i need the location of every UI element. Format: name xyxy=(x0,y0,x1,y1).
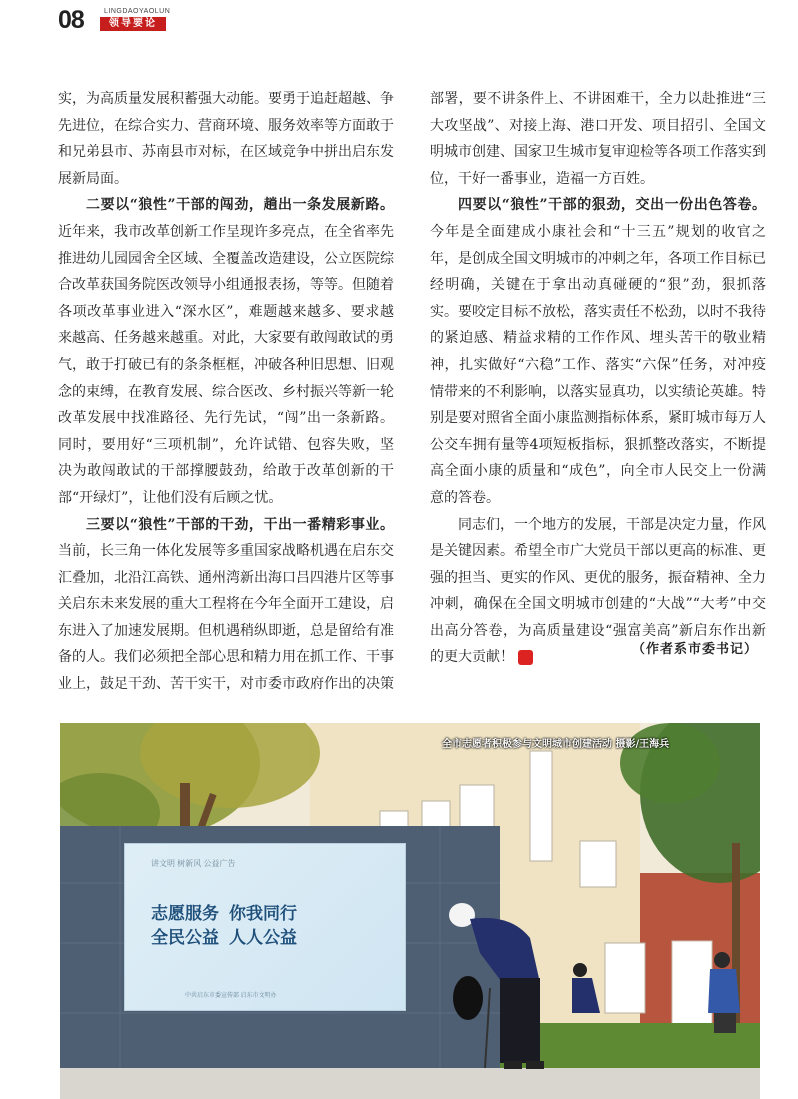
article-right-column xyxy=(430,86,766,671)
author-byline: （作者系市委书记） xyxy=(631,642,758,657)
paragraph-text: 部署，要不讲条件上、不讲困难干，全力以赴推进“三大攻坚战”、对接上海、港口开发、项目招引、全国文明城市创建、国家卫生城市复审迎检等各项工作落实到位，干好一番事业，造福一方百姓。 xyxy=(430,91,766,187)
paragraph xyxy=(58,192,394,511)
slogan-line1-a: 志愿服务 xyxy=(151,904,219,923)
slogan-line1-b: 你我同行 xyxy=(229,904,297,923)
section-lead: 四要以“狼性”干部的狠劲，交出一份出色答卷。 xyxy=(458,197,766,214)
billboard-footer: 中共启东市委宣传部 启东市文明办 xyxy=(185,993,277,999)
photo-caption: 全市志愿者积极参与文明城市创建活动 摄影/王海兵 xyxy=(442,739,670,750)
billboard-slogan xyxy=(151,902,297,950)
article-photo xyxy=(60,723,760,1099)
public-service-billboard xyxy=(124,843,406,1011)
section-lead: 二要以“狼性”干部的闯劲，趟出一条发展新路。 xyxy=(86,197,394,214)
paragraph xyxy=(58,512,394,698)
paragraph-text: 近年来，我市改革创新工作呈现许多亮点，在全省率先推进幼儿园园舍全区域、全覆盖改造建设，公立医院综合改革获国务院医改领导小组通报表扬，等等。但随着各项改革事业进入“深水区”，难题越来越多、要求越来越高、任务越来越重。对此，大家要有敢闯敢试的勇气，敢于打破已有的条条框框，冲破各种旧思想、旧观念的束缚，在教育发展、综合医改、乡村振兴等新一轮改革发展中找准路径、先行先试，“闯”出一条新路。同时，要用好“三项机制”，允许试错、包容失败，坚决为敢闯敢试的干部撑腰鼓劲，给敢于改革创新的干部“开绿灯”，让他们没有后顾之忧。 xyxy=(58,223,394,506)
slogan-line2-b: 人人公益 xyxy=(229,928,297,947)
paragraph-text: 实，为高质量发展积蓄强大动能。要勇于追赶超越、争先进位，在综合实力、营商环境、服务效率等方面敢于和兄弟县市、苏南县市对标，在区域竞争中拼出启东发展新局面。 xyxy=(58,91,394,187)
magazine-pinyin: LINGDAOYAOLUN xyxy=(104,8,171,15)
paragraph-text: 同志们，一个地方的发展，干部是决定力量，作风是关键因素。希望全市广大党员干部以更高的标准、更强的担当、更实的作风、更优的服务，振奋精神、全力冲刺，确保在全国文明城市创建的“大战”“大考”中交出高分答卷，为高质量建设“强富美高”新启东作出新的更大贡献！ xyxy=(430,516,766,666)
paragraph xyxy=(430,86,766,192)
section-lead: 三要以“狼性”干部的干劲，干出一番精彩事业。 xyxy=(86,516,394,533)
end-mark-icon: 要 xyxy=(518,650,533,665)
paragraph-text: 今年是全面建成小康社会和“十三五”规划的收官之年，是创成全国文明城市的冲刺之年，各项工作目标已经明确，关键在于拿出动真碰硬的“狠”劲，狠抓落实。要咬定目标不放松，落实责任不松劲，以时不我待的紧迫感、精益求精的工作作风、埋头苦干的敬业精神，扎实做好“六稳”工作、落实“六保”任务，对冲疫情带来的不利影响，以落实显真功，以实绩论英雄。特别是要对照省全面小康监测指标体系，紧盯城市每万人公交车拥有量等4项短板指标，狠抓整改落实，不断提高全面小康的质量和“成色”，向全市人民交上一份满意的答卷。 xyxy=(430,223,766,506)
magazine-section-bar: 领导要论 xyxy=(100,17,166,31)
page-number: 08 xyxy=(58,6,84,34)
slogan-line2-a: 全民公益 xyxy=(151,928,219,947)
paragraph xyxy=(58,86,394,192)
article-left-column xyxy=(58,86,394,698)
paragraph xyxy=(430,192,766,511)
pavement xyxy=(60,1068,760,1099)
paragraph-text: 当前，长三角一体化发展等多重国家战略机遇在启东交汇叠加，北沿江高铁、通州湾新出海口吕四港片区等事关启东未来发展的重大工程将在今年全面开工建设，启东进入了加速发展期。但机遇稍纵即逝，总是留给有准备的人。我们必须把全部心思和精力用在抓工作、干事业上，鼓足干劲、苦干实干，对市委市政府作出的决策 xyxy=(58,543,394,693)
billboard-header-text: 讲文明 树新风 公益广告 xyxy=(151,859,236,868)
